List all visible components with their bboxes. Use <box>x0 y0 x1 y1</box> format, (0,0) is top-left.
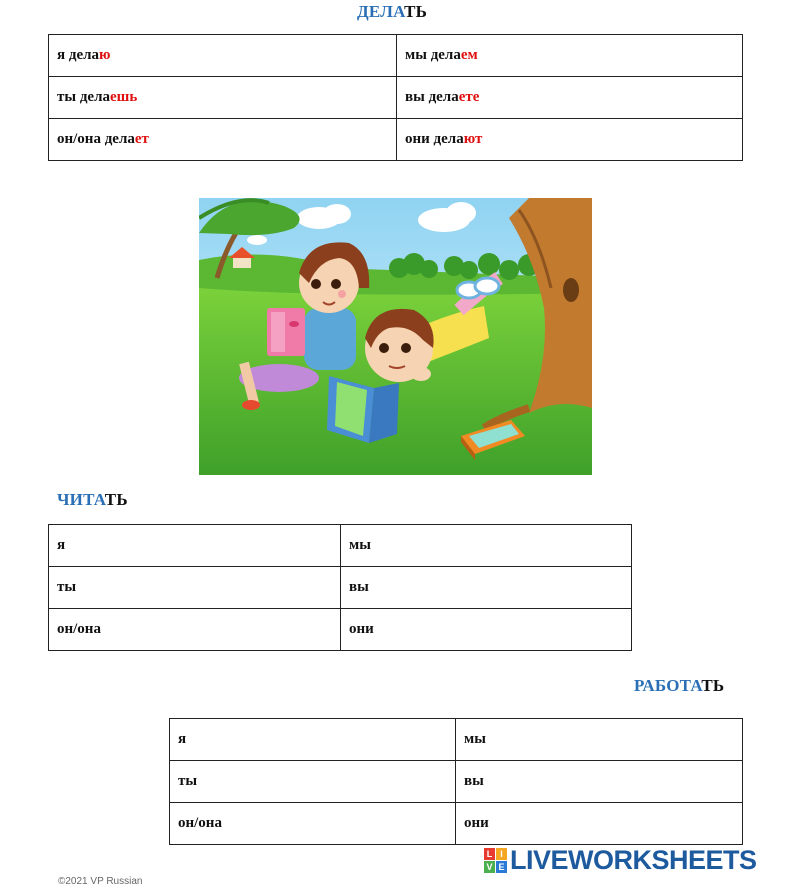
table-row <box>49 119 743 161</box>
heading-end: ТЬ <box>404 2 428 21</box>
heading-rabotat <box>634 676 724 696</box>
table-row <box>170 719 743 761</box>
badge-letter: I <box>496 848 507 860</box>
table-cell: ты <box>170 761 456 803</box>
rabotat-conjugation-table <box>169 718 743 845</box>
table-row <box>49 609 632 651</box>
heading-stem: РАБОТА <box>634 676 702 695</box>
table-cell: он/она делает <box>49 119 397 161</box>
table-cell: вы делаете <box>397 77 743 119</box>
heading-chitat <box>57 490 128 510</box>
table-row <box>49 525 632 567</box>
delat-conjugation-table <box>48 34 743 161</box>
table-cell: вы <box>341 567 632 609</box>
heading-end: ТЬ <box>104 490 128 509</box>
table-cell: мы <box>456 719 743 761</box>
verb-ending: ете <box>458 89 480 105</box>
table-cell: ты <box>49 567 341 609</box>
table-cell: мы <box>341 525 632 567</box>
table-row <box>49 35 743 77</box>
logo-wordmark: LIVEWORKSHEETS <box>510 844 757 875</box>
badge-letter: L <box>484 848 495 860</box>
heading-end: ТЬ <box>701 676 725 695</box>
table-cell: он/она <box>49 609 341 651</box>
footer-text: ©2021 VP Russian <box>58 876 143 887</box>
table-cell: они <box>341 609 632 651</box>
heading-stem: ДЕЛА <box>357 2 405 21</box>
children-reading-in-park-illustration <box>199 198 592 475</box>
table-cell: он/она <box>170 803 456 845</box>
verb-ending: ют <box>463 131 483 147</box>
table-row <box>170 803 743 845</box>
chitat-conjugation-table <box>48 524 632 651</box>
table-row <box>49 77 743 119</box>
badge-letter: V <box>484 861 495 873</box>
table-cell: вы <box>456 761 743 803</box>
table-row <box>49 567 632 609</box>
badge-letter: E <box>496 861 507 873</box>
heading-stem: ЧИТА <box>57 490 105 509</box>
verb-ending: ешь <box>110 89 138 105</box>
verb-ending: ю <box>99 47 111 63</box>
table-cell: они <box>456 803 743 845</box>
table-cell: я <box>49 525 341 567</box>
heading-delat <box>357 2 427 22</box>
table-cell: мы делаем <box>397 35 743 77</box>
table-cell: они делают <box>397 119 743 161</box>
verb-ending: ет <box>134 131 149 147</box>
live-badge-icon <box>484 848 507 873</box>
liveworksheets-logo[interactable] <box>484 845 757 875</box>
table-cell: я делаю <box>49 35 397 77</box>
table-cell: ты делаешь <box>49 77 397 119</box>
verb-ending: ем <box>460 47 478 63</box>
table-row <box>170 761 743 803</box>
table-cell: я <box>170 719 456 761</box>
